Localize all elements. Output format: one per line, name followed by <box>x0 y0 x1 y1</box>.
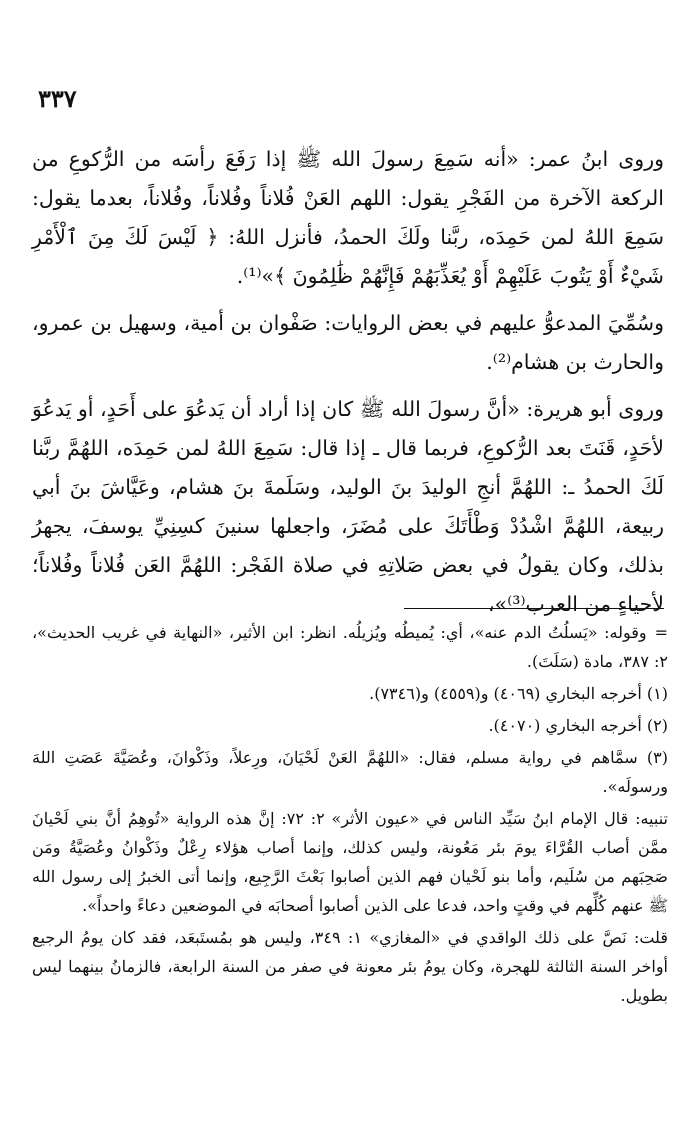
footnotes <box>32 618 668 1013</box>
footnote-comment: قلت: نَصَّ على ذلك الواقدي في «المغازي» ١: ٣٤٩، وليس هو بمُستَبعَد، فقد كان يومُ الرجيع أواخر السنة الثالثة للهجرة، وكان يومُ بئر معونة في صفر من السنة الرابعة، فالزمانُ بينهما ليس بطويل. <box>32 928 669 1005</box>
footnote-1: (١) أخرجه البخاري (٤٠٦٩) و(٤٥٥٩) و(٧٣٤٦). <box>369 684 668 703</box>
footnote-continued-text: وقوله: «يَسلُتُ الدم عنه»، أي: يُميطُه ويُزيلُه. انظر: ابن الأثير، «النهاية في غريب الحديث»، ٢: ٣٨٧، مادة (سَلَتَ). <box>32 623 668 671</box>
continuation-mark: = <box>654 623 668 642</box>
main-text <box>32 140 664 632</box>
page-number: ٣٣٧ <box>38 84 77 113</box>
paragraph-abu-hurayra: وروى أبو هريرة: «أنَّ رسولَ الله ﷺ كان إذا أراد أن يَدعُوَ على أَحَدٍ، أو يَدعُوَ لأحَدٍ، قَنَتَ بعد الرُّكوعِ، فربما قال ـ إذا قال: سَمِعَ اللهُ لمن حَمِدَه، اللهُمَّ ربَّنا لَكَ الحمدُ ـ: اللهُمَّ أنجِ الوليدَ بنَ الوليد، وسَلَمةَ بنَ هشام، وعَيَّاشَ بنَ أبي ربيعة، اللهُمَّ اشْدُدْ وَطْأَتَكَ على مُضَرَ، واجعلها سنينَ كسِنِيِّ يوسفَ، يجهرُ بذلك، وكان يقولُ في بعض صَلاتِهِ في صلاة الفَجْر: اللهُمَّ العَن فُلاناً وفُلاناً؛ لأحياءٍ من العرب⁽³⁾»، <box>32 397 664 616</box>
footnote-divider <box>404 608 664 609</box>
footnote-3: (٣) سمَّاهم في رواية مسلم، فقال: «اللهُمَّ العَنْ لَحْيَانَ، ورِعلاً، وذَكْوانَ، وعُصَيَّةَ عَصَتِ اللهَ ورسولَه». <box>32 748 668 796</box>
footnote-2: (٢) أخرجه البخاري (٤٠٧٠). <box>488 716 668 735</box>
footnote-note: تنبيه: قال الإمام ابنُ سَيِّد الناس في «عيون الأثر» ٢: ٧٢: إنَّ هذه الرواية «تُوهِمُ أنَّ بني لَحْيانَ ممَّن أصاب القُرَّاءَ يومَ بئر مَعُونة، وليس كذلك، وإنما أصاب هؤلاء رِعْلٌ وذَكْوانُ وعُصَيَّةُ ومَن صَحِبَهم من سُلَيم، وأما بنو لَحْيان فهم الذين أصابوا بَعْثَ الرَّجِيع، وإنما أتى الخبرُ إلى رسول الله ﷺ عنهم كُلِّهم في وقتٍ واحد، فدعا على الذين أصابوا أصحابَه في الموضعين دعاءً واحداً». <box>32 809 668 915</box>
footnote-continued <box>32 618 668 676</box>
paragraph-ibn-umar: وروى ابنُ عمر: «أنه سَمِعَ رسولَ الله ﷺ إذا رَفَعَ رأسَه من الرُّكوعِ من الركعة الآخرة من الفَجْرِ يقول: اللهم العَنْ فُلاناً وفُلاناً، وفُلاناً، بعدما يقول: سَمِعَ اللهُ لمن حَمِدَه، ربَّنا ولَكَ الحمدُ، فأنزل اللهُ: ﴿ لَيْسَ لَكَ مِنَ ٱلْأَمْرِ شَيْءٌ أَوْ يَتُوبَ عَلَيْهِمْ أَوْ يُعَذِّبَهُمْ فَإِنَّهُمْ ظَٰلِمُونَ ﴾»⁽¹⁾. <box>32 147 664 288</box>
paragraph-named-persons: وسُمِّيَ المدعوُّ عليهم في بعض الروايات: صَفْوان بن أمية، وسهيل بن عمرو، والحارث بن هشام⁽²⁾. <box>32 311 664 374</box>
